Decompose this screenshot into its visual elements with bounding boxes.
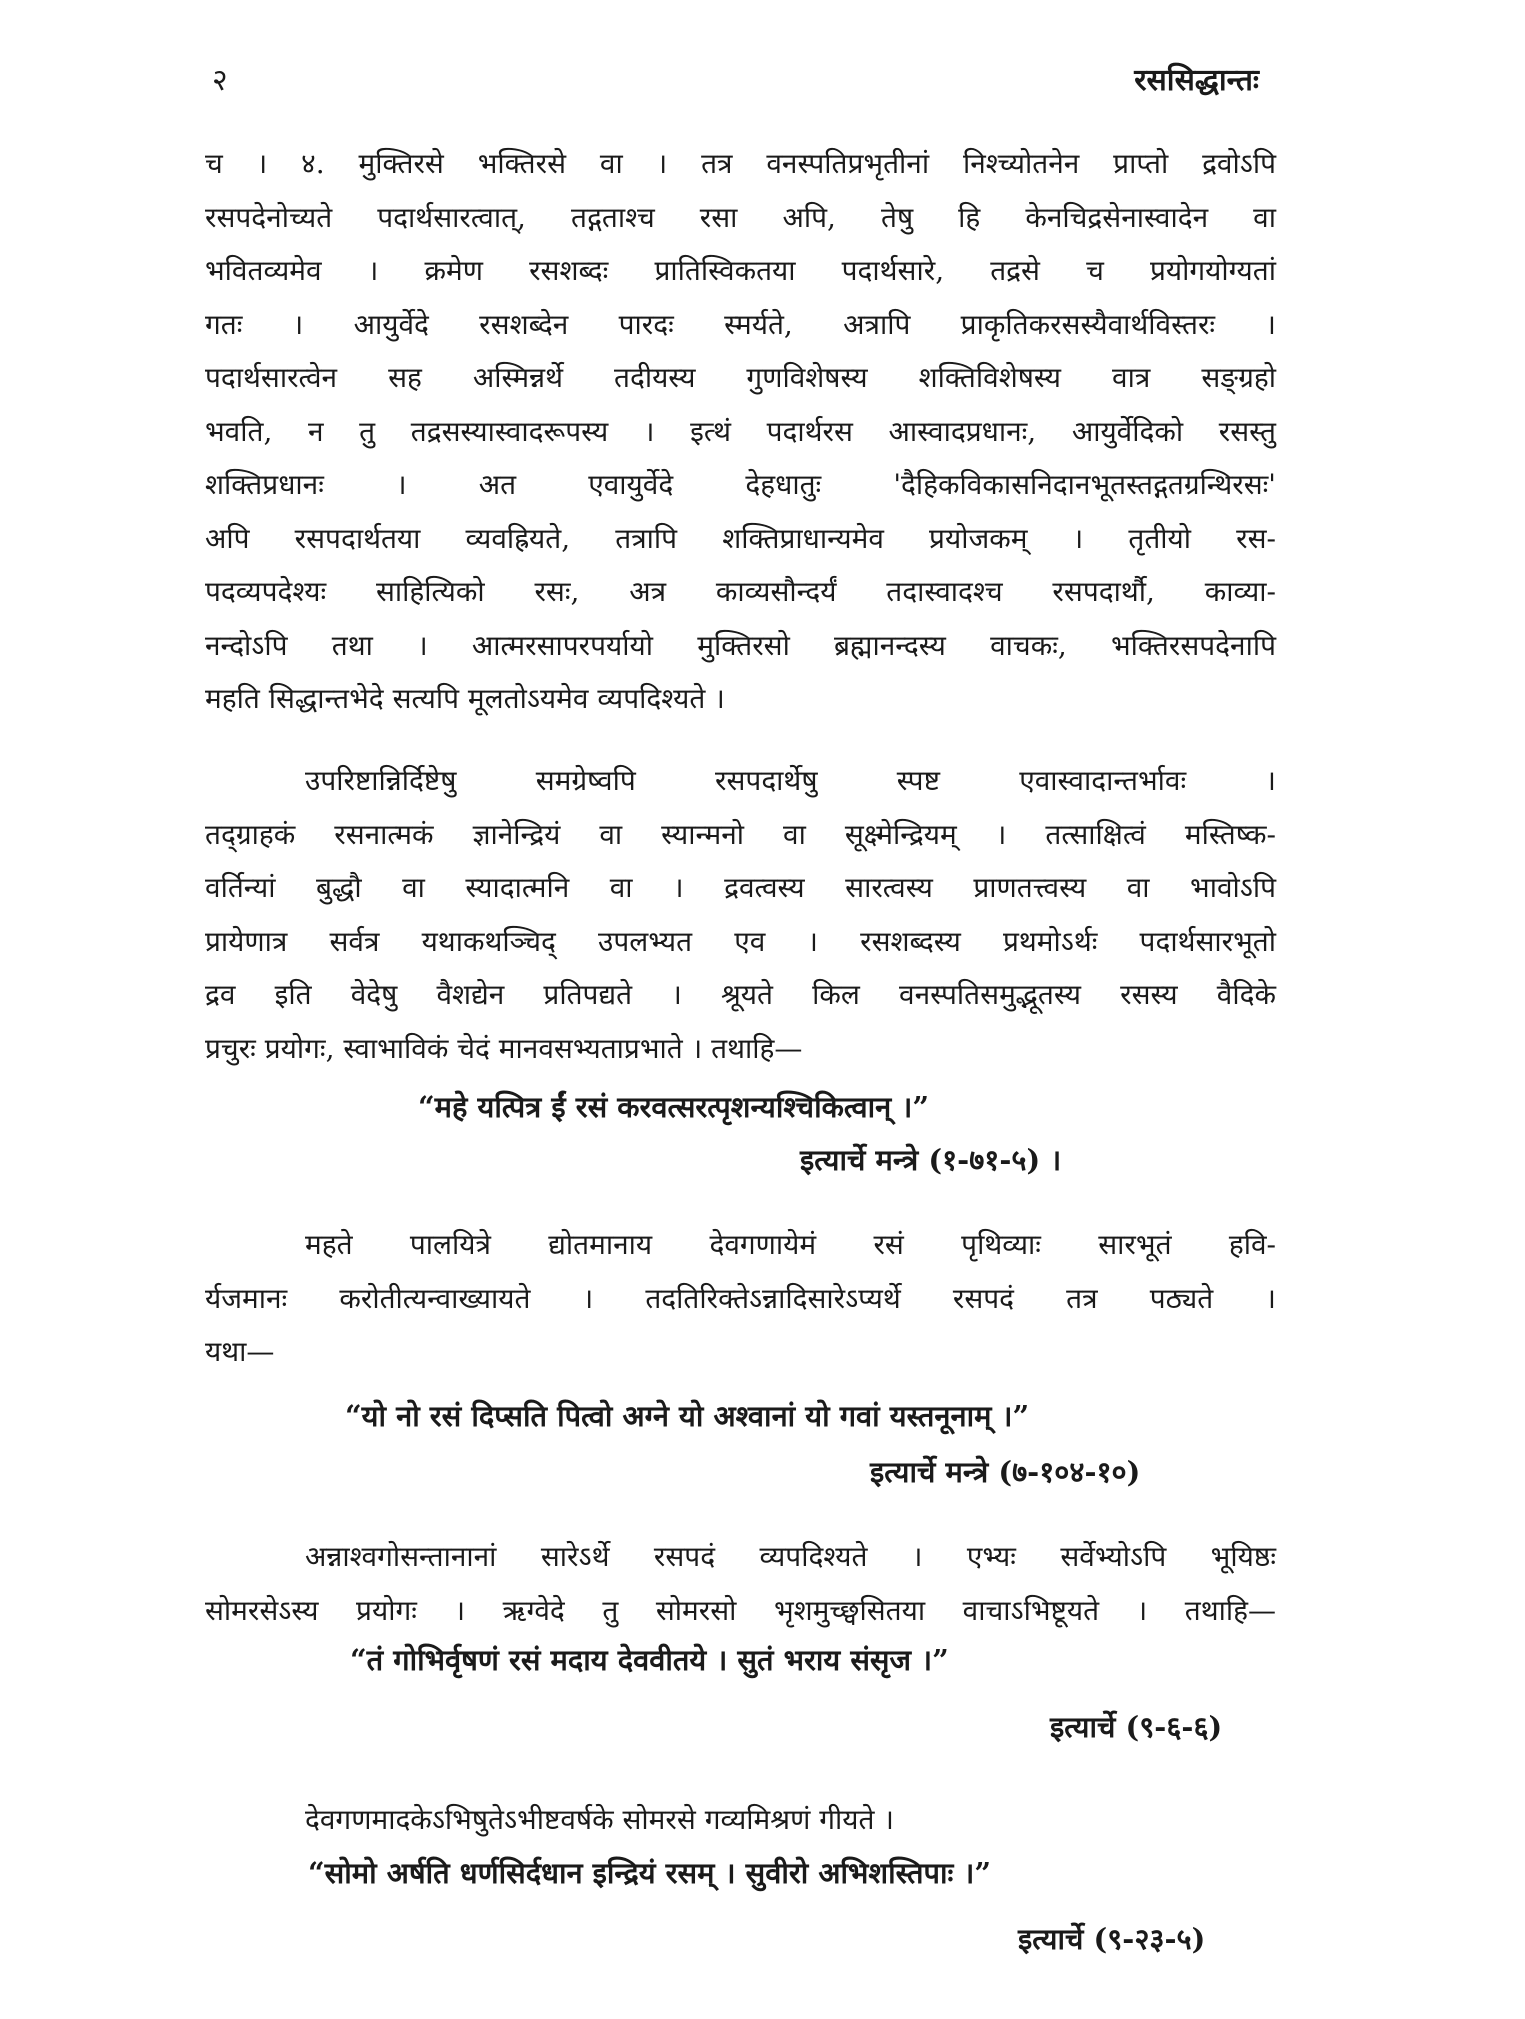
text-line: र्यजमानः करोतीत्यन्वाख्यायते । तदतिरिक्तेऽन्नादिसारेऽप्यर्थे रसपदं तत्र पठ्यते । bbox=[205, 1281, 1276, 1315]
text-line: तद्ग्राहकं रसनात्मकं ज्ञानेन्द्रियं वा स्यान्मनो वा सूक्ष्मेन्द्रियम् । तत्साक्षित्वं मस्तिष्क- bbox=[205, 817, 1276, 851]
text-line: उपरिष्टान्निर्दिष्टेषु समग्रेष्वपि रसपदार्थेषु स्पष्ट एवास्वादान्तर्भावः । bbox=[305, 764, 1276, 797]
text-line: शक्तिप्रधानः । अत एवायुर्वेदे देहधातुः 'दैहिकविकासनिदानभूतस्तद्गतग्रन्थिरसः' bbox=[205, 468, 1276, 501]
text-line: देवगणमादकेऽभिषुतेऽभीष्टवर्षके सोमरसे गव्यमिश्रणं गीयते । bbox=[305, 1803, 894, 1836]
verse-reference-1: इत्यार्चे मन्त्रे (१-७१-५) । bbox=[800, 1143, 1062, 1177]
paragraph-2 bbox=[205, 754, 1276, 1075]
text-line: रसपदेनोच्यते पदार्थसारत्वात्, तद्गताश्च रसा अपि, तेषु हि केनचिद्रसेनास्वादेन वा bbox=[205, 200, 1276, 234]
verse-reference-2: इत्यार्चे मन्त्रे (७-१०४-१०) bbox=[870, 1455, 1141, 1489]
text-line: भवितव्यमेव । क्रमेण रसशब्दः प्रातिस्विकतया पदार्थसारे, तद्रसे च प्रयोगयोग्यतां bbox=[205, 254, 1276, 287]
text-line: च । ४. मुक्तिरसे भक्तिरसे वा । तत्र वनस्पतिप्रभृतीनां निश्च्योतनेन प्राप्तो द्रवोऽपि bbox=[205, 147, 1276, 180]
paragraph-1 bbox=[205, 137, 1276, 726]
verse-quote-2: “यो नो रसं दिप्सति पित्वो अग्ने यो अश्वानां यो गवां यस्तनूनाम् ।” bbox=[345, 1399, 1030, 1433]
text-line: द्रव इति वेदेषु वैशद्येन प्रतिपद्यते । श्रूयते किल वनस्पतिसमुद्भूतस्य रसस्य वैदिके bbox=[205, 978, 1276, 1011]
text-line: पदव्यपदेश्यः साहित्यिको रसः, अत्र काव्यसौन्दर्यं तदास्वादश्च रसपदार्थौ, काव्या- bbox=[205, 575, 1276, 608]
text-line: महति सिद्धान्तभेदे सत्यपि मूलतोऽयमेव व्यपदिश्यते । bbox=[205, 682, 725, 715]
text-line: अन्नाश्वगोसन्तानानां सारेऽर्थे रसपदं व्यपदिश्यते । एभ्यः सर्वेभ्योऽपि भूयिष्ठः bbox=[305, 1540, 1276, 1573]
running-title: रससिद्धान्तः bbox=[1134, 63, 1259, 98]
paragraph-3 bbox=[205, 1218, 1276, 1379]
verse-reference-4: इत्यार्चे (९-२३-५) bbox=[1018, 1922, 1206, 1956]
verse-quote-3: “तं गोभिर्वृषणं रसं मदाय देववीतये । सुतं भराय संसृज ।” bbox=[350, 1643, 949, 1677]
verse-quote-1: “महे यत्पित्र ईं रसं करवत्सरत्पृशन्यश्चिकित्वान् ।” bbox=[418, 1090, 930, 1124]
paragraph-5 bbox=[205, 1793, 1276, 1847]
text-line: यथा— bbox=[205, 1335, 275, 1368]
text-line: गतः । आयुर्वेदे रसशब्देन पारदः स्मर्यते, अत्रापि प्राकृतिकरसस्यैवार्थविस्तरः । bbox=[205, 307, 1276, 341]
paragraph-4 bbox=[205, 1530, 1276, 1637]
verse-quote-4: “सोमो अर्षति धर्णसिर्दधान इन्द्रियं रसम् । सुवीरो अभिशस्तिपाः ।” bbox=[308, 1856, 992, 1890]
text-line: प्रायेणात्र सर्वत्र यथाकथञ्चिद् उपलभ्यत एव । रसशब्दस्य प्रथमोऽर्थः पदार्थसारभूतो bbox=[205, 924, 1276, 958]
text-line: नन्दोऽपि तथा । आत्मरसापरपर्यायो मुक्तिरसो ब्रह्मानन्दस्य वाचकः, भक्तिरसपदेनापि bbox=[205, 628, 1276, 662]
text-line: वर्तिन्यां बुद्धौ वा स्यादात्मनि वा । द्रवत्वस्य सारत्वस्य प्राणतत्त्वस्य वा भावोऽपि bbox=[205, 871, 1276, 904]
text-line: भवति, न तु तद्रसस्यास्वादरूपस्य । इत्थं पदार्थरस आस्वादप्रधानः, आयुर्वेदिको रसस्तु bbox=[205, 414, 1276, 448]
text-line: महते पालयित्रे द्योतमानाय देवगणायेमं रसं पृथिव्याः सारभूतं हवि- bbox=[305, 1228, 1276, 1261]
text-line: प्रचुरः प्रयोगः, स्वाभाविकं चेदं मानवसभ्यताप्रभाते । तथाहि— bbox=[205, 1031, 803, 1065]
verse-reference-3: इत्यार्चे (९-६-६) bbox=[1050, 1710, 1223, 1744]
text-line: सोमरसेऽस्य प्रयोगः । ऋग्वेदे तु सोमरसो भृशमुच्छ्वसितया वाचाऽभिष्टूयते । तथाहि— bbox=[205, 1593, 1276, 1627]
text-line: पदार्थसारत्वेन सह अस्मिन्नर्थे तदीयस्य गुणविशेषस्य शक्तिविशेषस्य वात्र सङ्ग्रहो bbox=[205, 361, 1276, 394]
text-line: अपि रसपदार्थतया व्यवह्रियते, तत्रापि शक्तिप्राधान्यमेव प्रयोजकम् । तृतीयो रस- bbox=[205, 521, 1276, 555]
page-number: २ bbox=[212, 63, 228, 98]
page-header bbox=[212, 58, 1259, 99]
